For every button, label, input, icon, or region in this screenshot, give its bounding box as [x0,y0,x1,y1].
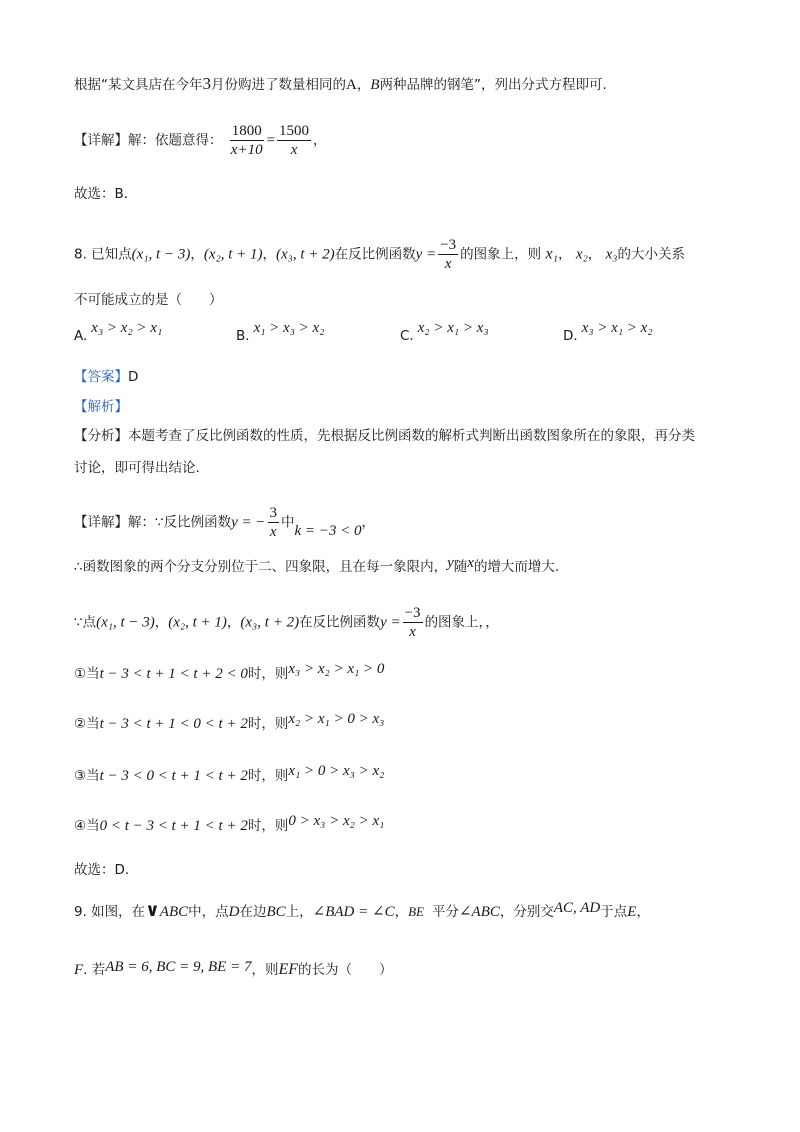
equals-sign: = [266,132,276,149]
intro-line [74,74,607,95]
segment-be: BE [408,904,424,919]
case-mark: ②当 [74,716,100,732]
stem-text: 的图象上，则 [460,246,542,263]
segment-ef: EF [278,961,298,978]
var-y: y [447,555,454,571]
comma: ， [587,246,602,263]
comma: ， [154,614,169,631]
case-result: x₃ > x₂ > x₁ > 0 [288,661,385,677]
point-3: (x₃, t + 2) [240,614,300,631]
function-y: y = [380,614,401,631]
point-3: (x₃, t + 2) [275,246,335,263]
fraction-rhs [277,122,311,159]
fraction-denominator: x [409,624,416,640]
stem-text: 的长为（ ） [298,962,393,978]
question-number: 9. 如图，在 [74,904,146,920]
case-text: 时，则 [247,716,289,732]
comma: ， [558,246,572,263]
intro-text: 月份购进了数量相同的 [211,77,346,93]
point-1: (x₁, t − 3) [96,614,155,631]
triangle-symbol: ∨ [145,900,160,920]
q9-stem-line2 [74,960,393,980]
comma: ， [190,246,204,263]
point-d: D [228,904,240,920]
var-x3: x₃ [605,246,618,263]
q9-stem [74,900,650,922]
q7-detail [74,122,327,159]
fraction-denominator: x [290,142,298,158]
angle-abc: ∠ABC [458,904,500,920]
stem-text: 中，点 [188,904,229,920]
stem-text: 在边 [239,904,267,920]
case-3 [74,763,385,786]
comma: ， [226,614,241,631]
option-c[interactable] [400,318,489,344]
case-text: 时，则 [247,666,289,682]
var-x2: x₂ [575,246,588,263]
stem-text: ，分别交 [499,904,554,920]
case-text: 时，则 [247,818,289,834]
fraction-numerator: −3 [440,237,457,253]
fraction-numerator: 3 [269,505,277,521]
case-1 [74,661,385,684]
option-label: D. [563,328,578,344]
k-value: k = −3 < 0 [294,522,362,539]
function-y: y = − [231,514,266,531]
function-y: y = [415,246,437,263]
case-result: x₂ > x₁ > 0 > x₃ [288,711,385,727]
stem-text: 在反比例函数 [334,246,416,263]
q8-choice: 故选：D． [74,862,139,878]
option-label: A. [74,328,88,344]
given-conditions: AB = 6, BC = 9, BE = 7 [105,959,252,975]
segment-bc: BC [266,904,286,920]
because-text: ∵点 [74,614,97,631]
case-2 [74,711,385,734]
var-x: x [467,555,474,571]
point-2: (x₂, t + 1) [203,246,263,263]
case-mark: ①当 [74,666,100,682]
stem-text: . 若 [83,962,106,978]
intro-text: 根据“某文具店在今年 [74,77,203,93]
case-mark: ③当 [74,768,100,784]
brand-b: B [370,77,380,93]
fraction-numerator: −3 [404,605,421,621]
because-text: 在反比例函数 [299,614,381,631]
angle-equation: ∠BAD = ∠C [312,904,395,920]
comma: ， [636,904,650,920]
point-e: E [627,904,637,920]
option-expr: x₁ > x₃ > x₂ [253,320,325,336]
point-2: (x₂, t + 1) [168,614,227,631]
comma: ， [394,904,409,920]
comma: ， [313,132,327,149]
option-label: B. [236,328,250,344]
intro-text: 两种品牌的钢笔”，列出分式方程即可. [379,77,607,93]
option-a[interactable] [74,318,163,344]
case-text: 时，则 [247,768,289,784]
case-4 [74,813,385,836]
option-b[interactable] [236,318,325,344]
analysis-tag: 【解析】 [74,399,128,415]
case-condition: t − 3 < t + 1 < 0 < t + 2 [99,716,248,732]
segments-ac-ad: AC, AD [553,900,601,916]
analysis-line-1: 【分析】本题考查了反比例函数的性质，先根据反比例函数的解析式判断出函数图象所在的象限，再分类 [74,428,695,444]
option-expr: x₃ > x₁ > x₂ [581,320,653,336]
detail-text: 中 [281,514,295,531]
stem-text: 平分 [431,904,459,920]
point-1: (x₁, t − 3) [131,246,191,263]
q7-choice: 故选：B． [74,186,138,202]
detail-prefix: 【详解】解：∵反比例函数 [74,514,232,531]
stem-text: 的大小关系 [617,246,685,263]
comma: ， [262,246,276,263]
analysis-line-2: 讨论，即可得出结论. [74,460,200,476]
therefore-text: ∴函数图象的两个分支分别位于二、四象限，且在每一象限内， [74,559,448,575]
because-line [74,604,499,641]
therefore-line [74,557,559,577]
detail-prefix: 【详解】解：依题意得： [74,132,223,149]
q8-stem [74,236,685,273]
stem-text: 于点 [600,904,628,920]
month-number: 3 [202,74,211,93]
function-fraction [268,504,280,541]
option-expr: x₃ > x₂ > x₁ [91,320,163,336]
comma: ， [356,77,371,93]
option-expr: x₂ > x₁ > x₃ [417,320,489,336]
detail-line [74,504,375,541]
triangle-abc: ABC [159,904,189,920]
case-mark: ④当 [74,818,100,834]
function-fraction [438,236,458,273]
case-result: x₁ > 0 > x₃ > x₂ [288,763,385,779]
function-fraction [403,604,423,641]
answer-value: D [128,369,139,385]
q8-stem-line2: 不可能成立的是（ ） [74,292,223,308]
var-x1: x₁ [545,245,559,263]
fraction-denominator: x [444,256,452,272]
therefore-text: 的增大而增大. [473,559,560,575]
fraction-denominator: x+10 [230,142,263,158]
stem-text: 上， [285,904,313,920]
fraction-numerator: 1800 [231,123,262,139]
brand-a: A [346,77,357,93]
answer-line [74,367,138,387]
option-label: C. [400,328,414,344]
therefore-text: 随 [453,559,468,575]
stem-text: ，则 [251,962,279,978]
option-d[interactable] [563,318,653,344]
question-number: 8. 已知点 [74,246,132,263]
answer-tag: 【答案】 [74,369,128,385]
point-f: F [74,962,84,978]
fraction-denominator: x [269,524,277,540]
fraction-lhs [229,122,265,159]
case-condition: 0 < t − 3 < t + 1 < t + 2 [99,818,248,834]
case-result: 0 > x₃ > x₂ > x₁ [288,813,385,829]
fraction-numerator: 1500 [279,123,310,139]
comma: ， [361,514,376,531]
because-text: 的图象上，， [424,614,499,631]
case-condition: t − 3 < t + 1 < t + 2 < 0 [99,666,248,682]
case-condition: t − 3 < 0 < t + 1 < t + 2 [99,768,248,784]
